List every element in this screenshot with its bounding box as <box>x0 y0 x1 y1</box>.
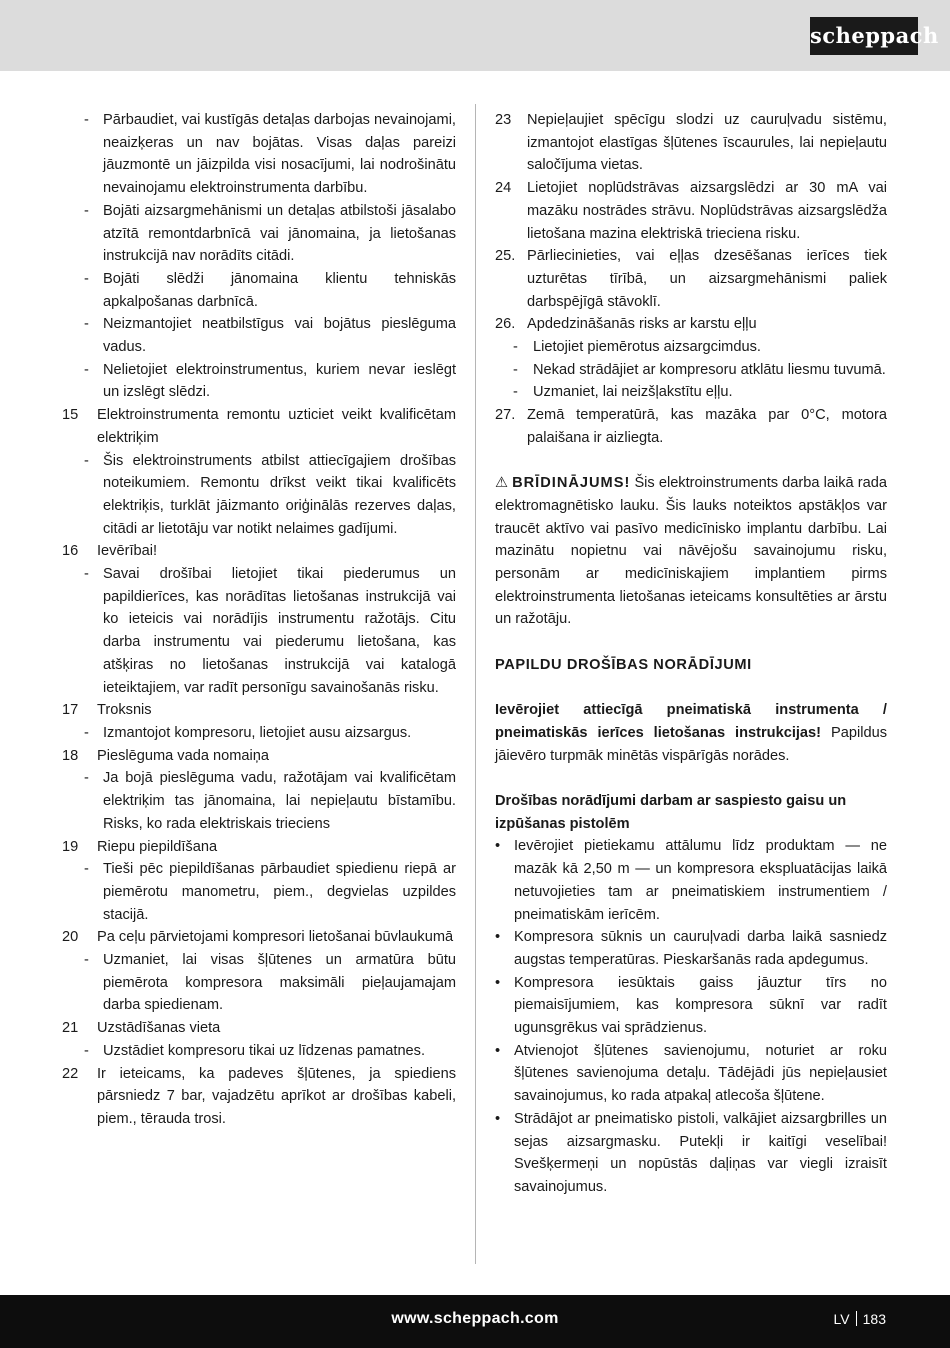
spacer <box>495 677 887 700</box>
dash-item <box>62 858 456 926</box>
instructions-note-text: Papildus jāievēro turpmāk minētās vispārīgās norādes. <box>495 724 887 764</box>
item-marker: - <box>84 566 89 583</box>
warning-block <box>495 472 887 631</box>
numbered-item <box>62 1063 456 1131</box>
page-indicator <box>834 1308 886 1330</box>
numbered-item <box>62 745 456 768</box>
item-text: Zemā temperatūrā, kas mazāka par 0°C, motora palaišana ir aizliegta. <box>527 407 887 446</box>
spacer <box>495 767 887 790</box>
numbered-item <box>495 245 887 313</box>
item-marker: - <box>84 1042 89 1059</box>
item-text: Šis elektroinstruments atbilst attiecīgajiem drošības noteikumiem. Remontu drīkst veikt tikai kvalificēts elektriķis, turklāt jāizmanto oriģinālās rezerves daļas, citādi ar lietotāju var notikt nelaimes gadījumi. <box>103 452 456 537</box>
language-code: LV <box>833 1311 850 1327</box>
item-marker: 26. <box>495 316 516 333</box>
dash-item <box>62 313 456 358</box>
dash-item <box>62 200 456 268</box>
item-marker: - <box>84 861 89 878</box>
dash-item <box>495 336 887 359</box>
dash-item <box>62 268 456 313</box>
numbered-item <box>495 313 887 336</box>
dash-item <box>62 563 456 699</box>
item-marker: - <box>84 952 89 969</box>
item-marker: 19 <box>62 838 79 855</box>
brand-logo: scheppach <box>810 17 918 55</box>
warning-triangle-icon: ⚠ <box>495 475 509 492</box>
item-marker: - <box>84 270 89 287</box>
item-marker: 23 <box>495 112 512 128</box>
numbered-item <box>62 699 456 722</box>
item-marker: - <box>84 316 89 333</box>
page-header <box>0 0 950 71</box>
item-marker: - <box>513 361 518 378</box>
item-marker: - <box>513 339 518 356</box>
item-text: Atvienojot šļūtenes savienojumu, noturiet ar roku šļūtenes savienojuma detaļu. Tādējādi jūs nepieļausiet savainojumus, ko rada atpakaļ atlecoša šļūtene. <box>514 1042 887 1105</box>
item-text: Bojāti aizsargmehānismi un detaļas atbilstoši jāsalabo atzītā remontdarbnīcā vai jānomaina, ja lietošanas instrukcijā nav norādīts citādi. <box>103 202 456 265</box>
item-text: Elektroinstrumenta remontu uzticiet veikt kvalificētam elektriķim <box>97 407 456 446</box>
item-marker: - <box>84 724 89 741</box>
dash-item <box>62 359 456 404</box>
item-marker: • <box>495 929 501 946</box>
spacer <box>495 631 887 654</box>
item-marker: • <box>495 1110 501 1127</box>
item-text: Pārbaudiet, vai kustīgās detaļas darbojas nevainojami, neaizķeras un nav bojātas. Visas daļas pareizi jāuzmontē un jāizpilda visi nosacījumi, lai nodrošinātu nevainojamu elektroinstrumenta darbību. <box>103 112 456 197</box>
item-text: Uzstādiet kompresoru tikai uz līdzenas pamatnes. <box>103 1042 426 1059</box>
warning-title: BRĪDINĀJUMS! <box>512 475 631 492</box>
footer-url: www.scheppach.com <box>391 1310 559 1327</box>
instructions-note <box>495 699 887 767</box>
bullet-item <box>495 835 887 926</box>
item-marker: • <box>495 1042 501 1059</box>
item-text: Riepu piepildīšana <box>97 838 218 855</box>
subheading: Drošības norādījumi darbam ar saspiesto gaisu un izpūšanas pistolēm <box>495 793 847 832</box>
numbered-item <box>495 404 887 449</box>
item-text: Troksnis <box>97 702 152 719</box>
item-text: Nekad strādājiet ar kompresoru atklātu liesmu tuvumā. <box>533 361 886 378</box>
item-text: Pieslēguma vada nomaiņa <box>97 747 269 764</box>
item-text: Uzmaniet, lai neizšļakstītu eļļu. <box>533 384 733 401</box>
item-text: Uzmaniet, lai visas šļūtenes un armatūra būtu piemērota kompresora maksimāli pieļaujamajam darba spiedienam. <box>103 952 456 1014</box>
warning-text: Šis elektroinstruments darba laikā rada elektromagnētisko lauku. Šis lauks noteiktos apstākļos var traucēt aktīvo vai pasīvo medicīnisko implantu darbību. Lai mazinātu nopietnu vai nāvējošu savainojumu risku, personām ar medicīniskajiem implantiem pirms elektroinstrumenta lietošanas ieteicams konsultēties ar ārstu un ražotāju. <box>495 475 887 628</box>
dash-item <box>62 767 456 835</box>
item-marker: - <box>84 202 89 219</box>
bullet-list <box>495 835 887 1198</box>
item-marker: - <box>84 452 89 469</box>
item-marker: 17 <box>62 702 79 719</box>
item-marker: 21 <box>62 1020 79 1037</box>
dash-item <box>62 109 456 200</box>
item-marker: 25. <box>495 248 516 265</box>
item-text: Nepieļaujiet spēcīgu slodzi uz cauruļvadu sistēmu, izmantojot elastīgas šļūtenes īscaurules, lai nepieļautu saločījuma vietas. <box>527 112 887 174</box>
separator <box>856 1311 857 1326</box>
item-text: Pārliecinieties, vai eļļas dzesēšanas ierīces tiek uzturētas tīrībā, un aizsargmehānismi paliek darbspējīgā stāvoklī. <box>527 248 887 310</box>
bullet-item <box>495 1108 887 1199</box>
numbered-item <box>495 177 887 245</box>
item-text: Izmantojot kompresoru, lietojiet ausu aizsargus. <box>103 724 412 741</box>
item-text: Pa ceļu pārvietojami kompresori lietošanai būvlaukumā <box>97 929 454 946</box>
item-text: Neizmantojiet neatbilstīgus vai bojātus pieslēguma vadus. <box>103 316 456 356</box>
numbered-item <box>62 404 456 449</box>
bullet-item <box>495 972 887 1040</box>
dash-item <box>62 949 456 1017</box>
item-marker: • <box>495 974 501 991</box>
numbered-item <box>62 836 456 859</box>
dash-item <box>62 722 456 745</box>
item-marker: 15 <box>62 407 79 424</box>
numbered-item <box>62 540 456 563</box>
right-column <box>495 109 887 1199</box>
right-numbered-list <box>495 109 887 450</box>
item-text: Ir ieteicams, ka padeves šļūtenes, ja spiediens pārsniedz 7 bar, vajadzētu aprīkot ar drošības kabeli, piem., tērauda trosi. <box>97 1065 456 1127</box>
item-text: Nelietojiet elektroinstrumentus, kuriem nevar ieslēgt un izslēgt slēdzi. <box>103 361 456 401</box>
dash-item <box>495 381 887 404</box>
item-text: Ja bojā pieslēguma vadu, ražotājam vai kvalificētam elektriķim tas jānomaina, lai nepieļautu bīstamību. Risks, ko rada elektriskais trieciens <box>103 770 456 832</box>
item-marker: 24 <box>495 180 512 197</box>
item-marker: - <box>513 384 518 401</box>
item-marker: 18 <box>62 747 79 764</box>
item-marker: • <box>495 838 501 855</box>
bullet-item <box>495 926 887 971</box>
item-text: Ievērībai! <box>97 543 158 560</box>
dash-item <box>62 1040 456 1063</box>
item-text: Savai drošībai lietojiet tikai piederumus un papildierīces, kas norādītas lietošanas instrukcijā vai ko ieteicis vai norādījis instrumentu ražotājs. Citu darba instrumentu vai piederumu lietošana, kas atšķiras no lietošanas instrukcijā vai katalogā ieteiktajiem, var radīt personīgu savainošanās risku. <box>103 566 456 696</box>
spacer <box>495 450 887 473</box>
item-marker: 20 <box>62 929 79 946</box>
item-text: Lietojiet piemērotus aizsargcimdus. <box>533 339 761 356</box>
item-text: Strādājot ar pneimatisko pistoli, valkājiet aizsargbrilles un sejas aizsargmasku. Putekļi ir kaitīgi veselībai! Svešķermeņi un nopūstās daļiņas var viegli izraisīt savainojumus. <box>514 1110 887 1195</box>
item-text: Bojāti slēdži jānomaina klientu tehniskās apkalpošanas darbnīcā. <box>103 270 456 310</box>
numbered-item <box>495 109 887 177</box>
item-marker: 22 <box>62 1065 79 1082</box>
dash-item <box>62 450 456 541</box>
left-column <box>62 109 456 1131</box>
page-number: 183 <box>862 1311 886 1327</box>
section-heading: PAPILDU DROŠĪBAS NORĀDĪJUMI <box>495 656 752 673</box>
item-text: Apdedzināšanās risks ar karstu eļļu <box>527 316 757 333</box>
item-marker: 16 <box>62 543 79 560</box>
numbered-item <box>62 1017 456 1040</box>
item-marker: - <box>84 770 89 787</box>
item-marker: 27. <box>495 407 516 424</box>
item-text: Kompresora sūknis un cauruļvadi darba laikā sasniedz augstas temperatūras. Pieskaršanās rada apdegumus. <box>514 929 887 968</box>
numbered-item <box>62 926 456 949</box>
instructions-note-bold: Ievērojiet attiecīgā pneimatiskā instrumenta / pneimatiskās ierīces lietošanas instrukcijas! <box>495 702 887 741</box>
bullet-item <box>495 1040 887 1108</box>
item-text: Uzstādīšanas vieta <box>97 1020 221 1037</box>
item-text: Tieši pēc piepildīšanas pārbaudiet spiedienu riepā ar piemērotu manometru, piem., degvielas uzpildes stacijā. <box>103 861 456 923</box>
item-marker: - <box>84 361 89 378</box>
column-divider <box>475 104 476 1264</box>
dash-item <box>495 359 887 382</box>
item-marker: - <box>84 112 89 128</box>
item-text: Lietojiet noplūdstrāvas aizsargslēdzi ar 30 mA vai mazāku nostrādes strāvu. Noplūdstrāvas aizsargslēdža lietošana mazina elektriskā trieciena risku. <box>527 180 887 242</box>
page-footer <box>0 1295 950 1348</box>
item-text: Ievērojiet pietiekamu attālumu līdz produktam — ne mazāk kā 2,50 m — un kompresora ekspluatācijas laikā netuvojieties tam ar pneimatiskiem instrumentiem / pneimatiskām ierīcēm. <box>514 838 887 923</box>
item-text: Kompresora iesūktais gaiss jāuztur tīrs no piemaisījumiem, kas kompresora sūknī var radīt ugunsgrēkus vai sprādzienus. <box>514 974 887 1037</box>
